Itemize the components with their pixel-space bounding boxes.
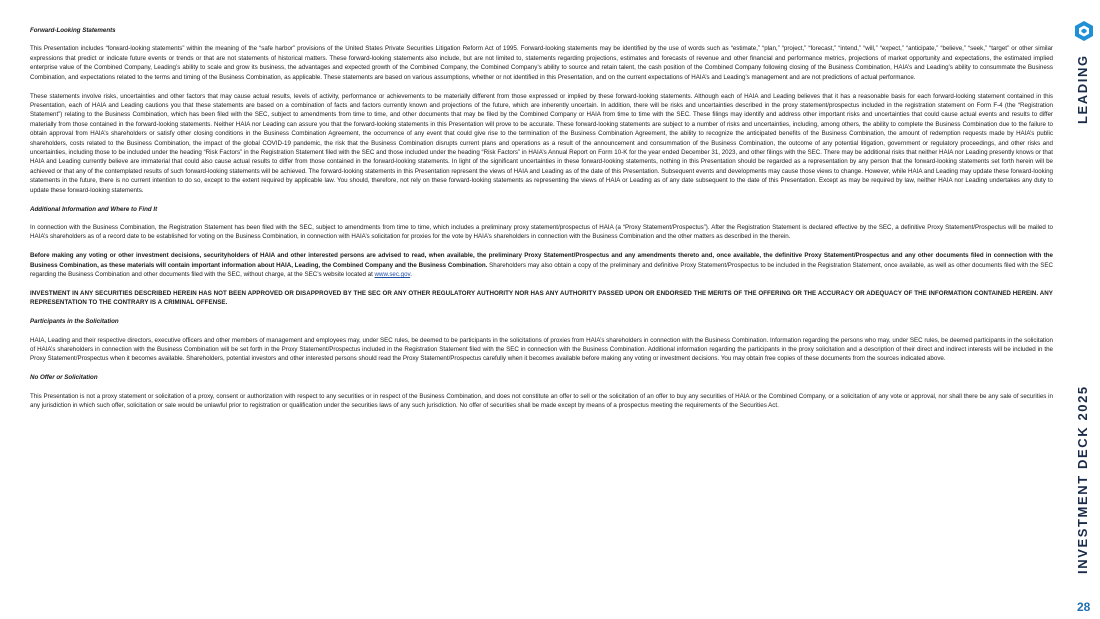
section-heading-additional-info: Additional Information and Where to Find It xyxy=(30,205,158,213)
hexagon-logo-icon xyxy=(1073,20,1095,42)
deck-title-vertical-label: INVESTMENT DECK 2025 xyxy=(1075,385,1090,574)
forward-looking-paragraph-2: These statements involve risks, uncertainties and other factors that may cause actual results, levels of activity, performance or achievements to be materially different from those expressed or implied by these forward-looking statements. Although each of HAIA and Leading believes that it has a reasonable basis for each forward-looking statement contained in this Presentation, each of HAIA and Leading cautions you that these statements are based on a combination of facts and factors currently known and projections of the future, which are inherently uncertain. In addition, there will be risks and uncertainties described in the proxy statement/prospectus included in the registration statement on Form F-4 (the “Registration Statement”) relating to the Business Combination, which has been filed with the SEC, subject to amendments from time to time, and other documents that may be filed by the Combined Company or HAIA from time to time with the SEC. These filings may identify and address other important risks and uncertainties that could cause actual events and results to differ materially from those contained in the forward-looking statements. Neither HAIA nor Leading can assure you that the forward-looking statements in this Presentation will prove to be accurate. These forward-looking statements are subject to a number of risks and uncertainties, including, among others, the ability to complete the Business Combination due to the failure to obtain approval from HAIA’s shareholders or satisfy other closing conditions in the Business Combination Agreement, the occurrence of any event that could give rise to the termination of the Business Combination Agreement, the ability to recognize the anticipated benefits of the Business Combination, the amount of redemption requests made by HAIA’s public shareholders, costs related to the Business Combination, the impact of the global COVID-19 pandemic, the risk that the Business Combination disrupts current plans and operations as a result of the announcement and consummation of the Business Combination, the outcome of any potential litigation, government or regulatory proceedings, and other risks and uncertainties, including those to be included under the heading “Risk Factors” in the Registration Statement filed with the SEC and those included under the heading “Risk Factors” in HAIA’s Annual Report on Form 10-K for the year ended December 31, 2023, and other filings with the SEC. There may be additional risks that neither HAIA nor Leading presently knows or that HAIA and Leading currently believe are immaterial that could also cause actual results to differ from those contained in the forward-looking statements. In light of the significant uncertainties in these forward-looking statements, nothing in this Presentation should be regarded as a representation by any person that the forward-looking statements set forth herein will be achieved or that any of the contemplated results of such forward-looking statements will be achieved. The forward-looking statements in this Presentation represent the views of HAIA and Leading as of the date of this Presentation. Subsequent events and developments may cause those views to change. However, while HAIA and Leading may update these forward-looking statements in the future, there is no current intention to do so, except to the extent required by applicable law. You should, therefore, not rely on these forward-looking statements as representing the views of HAIA or Leading as of any date subsequent to the date of this Presentation. Except as may be required by law, neither HAIA nor Leading undertakes any duty to update these forward-looking statements. xyxy=(30,92,1053,194)
additional-info-paragraph-1: In connection with the Business Combination, the Registration Statement has been filed with the SEC, subject to amendments from time to time, which includes a preliminary proxy statement/prospectus of HAIA (a “Proxy Statement/Prospectus”). After the Registration Statement is declared effective by the SEC, a definitive Proxy Statement/Prospectus will be mailed to HAIA’s shareholders as of a record date to be established for voting on the Business Combination, in connection with HAIA’s solicitation for proxies for the vote by HAIA’s shareholders in connection with the Business Combination and the other matters as described in the therein. xyxy=(30,223,1053,241)
additional-info-bold-text: Before making any voting or other investment decisions, securityholders of HAIA and other interested persons are advised to read, when available, the preliminary Proxy Statement/Prospectus and any amendments thereto and, once available, the definitive Proxy Statement/Prospectus and any other documents filed in connection with the Business Combination, as these materials will contain important information about HAIA, Leading, the Combined Company and the Business Combination. xyxy=(30,252,1053,269)
additional-info-end-text: . xyxy=(410,271,412,279)
additional-info-rest-text: Shareholders may also obtain a copy of the preliminary and definitive Proxy Statement/Prospectus to be included in the Registration Statement, once available, as well as other documents filed with the SEC regarding the Business Combination and other documents filed with the SEC, without charge, at the SEC’s website located at xyxy=(30,261,1053,279)
participants-paragraph: HAIA, Leading and their respective directors, executive officers and other members of management and employees may, under SEC rules, be deemed to be participants in the solicitations of proxies from HAIA’s shareholders in connection with the Business Combination. Information regarding the persons who may, under SEC rules, be deemed participants in the solicitation of HAIA’s shareholders in connection with the Business Combination will be set forth in the Proxy Statement/Prospectus included in the Registration Statement filed with the SEC in connection with the Business Combination. Additional information regarding the participants in the proxy solicitation and a description of their direct and indirect interests will be included in the Proxy Statement/Prospectus when it becomes available. Shareholders, potential investors and other interested persons should read the Proxy Statement/Prospectus carefully when it becomes available before making any voting or investment decisions. You may obtain free copies of these documents from the sources indicated above. xyxy=(30,336,1053,363)
brand-vertical-label: LEADING xyxy=(1075,54,1090,124)
forward-looking-paragraph-1: This Presentation includes “forward-looking statements” within the meaning of the “safe harbor” provisions of the United States Private Securities Litigation Reform Act of 1995. Forward-looking statements may be identified by the use of words such as “estimate,” “plan,” “project,” “forecast,” “intend,” “will,” “expect,” “anticipate,” “believe,” “seek,” “target” or other similar expressions that predict or indicate future events or trends or that are not statements of historical matters. These forward-looking statements also include, but are not limited to, statements regarding projections, estimates and forecasts of revenue and other financial and performance metrics, projections of market opportunity and expectations, the estimated implied enterprise value of the Combined Company, Leading’s ability to scale and grow its business, the advantages and expected growth of the Combined Company, the Combined Company’s ability to source and retain talent, the cash position of the Combined Company following closing of the Business Combination, HAIA’s and Leading’s ability to consummate the Business Combination, and expectations related to the terms and timing of the Business Combination, as applicable. These statements are based on various assumptions, whether or not identified in this Presentation, and on the current expectations of HAIA’s and Leading’s management and are not predictions of actual performance. xyxy=(30,45,1053,81)
page-number: 28 xyxy=(1077,600,1091,614)
additional-info-paragraph-2 xyxy=(30,251,1053,279)
section-heading-no-offer: No Offer or Solicitation xyxy=(30,374,98,382)
investment-warning-paragraph: INVESTMENT IN ANY SECURITIES DESCRIBED HEREIN HAS NOT BEEN APPROVED OR DISAPPROVED BY THE SEC OR ANY OTHER REGULATORY AUTHORITY NOR HAS ANY AUTHORITY PASSED UPON OR ENDORSED THE MERITS OF THE OFFERING OR THE ACCURACY OR ADEQUACY OF THE INFORMATION CONTAINED HEREIN. ANY REPRESENTATION TO THE CONTRARY IS A CRIMINAL OFFENSE. xyxy=(30,289,1053,307)
no-offer-paragraph: This Presentation is not a proxy statement or solicitation of a proxy, consent or authorization with respect to any securities or in respect of the Business Combination, and does not constitute an offer to sell or the solicitation of an offer to buy any securities of HAIA or the Combined Company, or a solicitation of any vote or approval, nor shall there be any sale of securities in any jurisdiction in which such offer, solicitation or sale would be unlawful prior to registration or qualification under the securities laws of any such jurisdiction. No offer of securities shall be made except by means of a prospectus meeting the requirements of the Securities Act. xyxy=(30,392,1053,410)
disclaimer-content xyxy=(30,26,1053,420)
section-heading-participants: Participants in the Solicitation xyxy=(30,318,119,326)
section-heading-forward-looking: Forward-Looking Statements xyxy=(30,27,116,34)
sec-website-link[interactable]: www.sec.gov xyxy=(374,271,411,279)
